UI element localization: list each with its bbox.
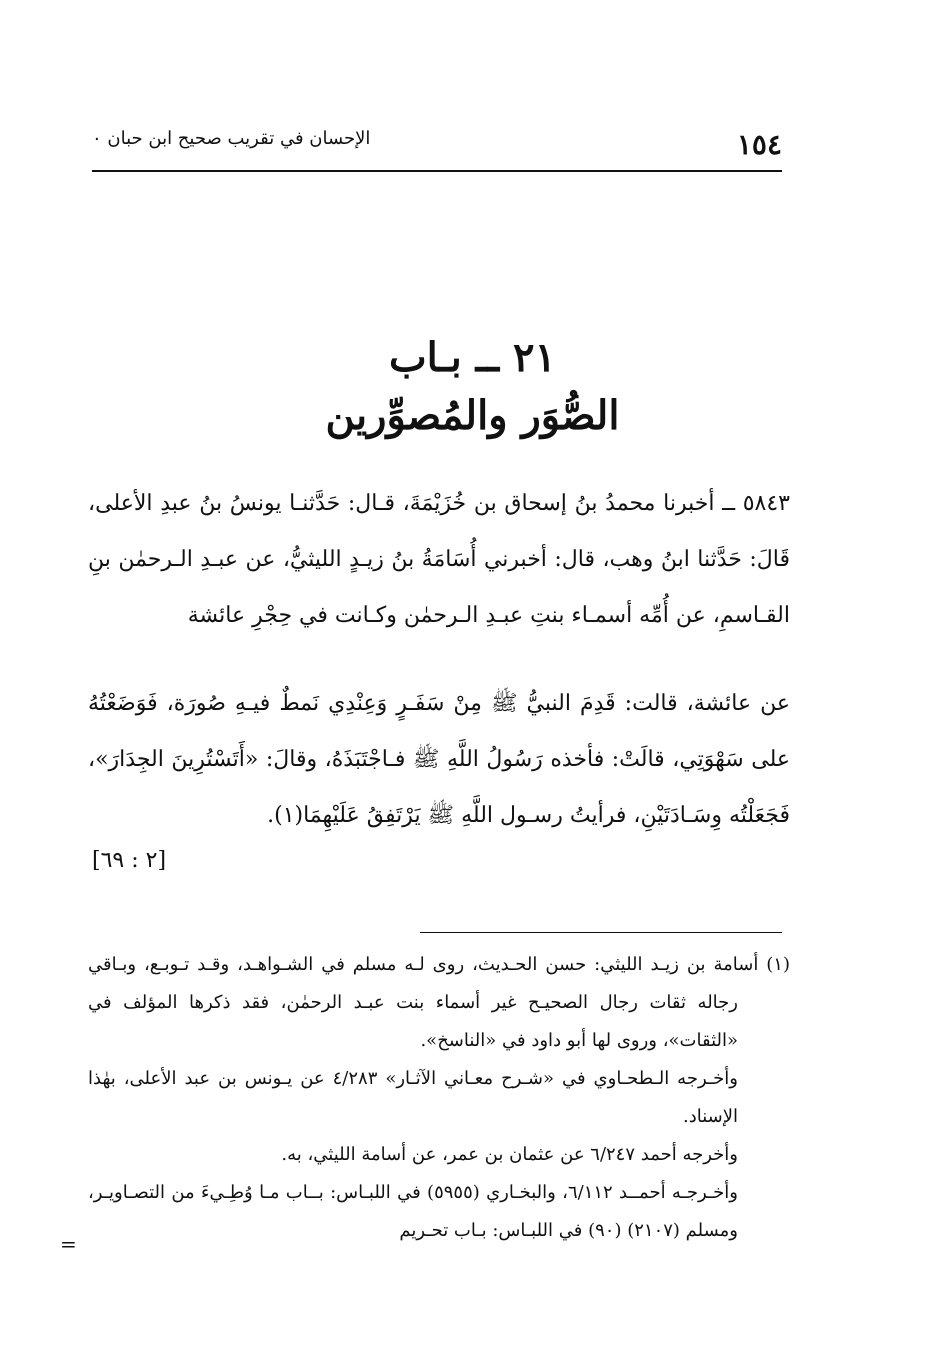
chapter-number: ٢١ ــ بـاب <box>389 334 556 381</box>
hadith-reference: [٢ : ٦٩] <box>92 848 167 873</box>
header-divider <box>92 170 782 172</box>
chapter-title: الصُّوَر والمُصوِّرين <box>325 392 620 439</box>
footnote-1: (١) أسامة بن زيـد الليثي: حسن الحـديث، روى لـه مسلم في الشـواهـد، وقـد تـوبـع، وبـاقي رجاله ثقات رجال الصحيـح غير أسماء بنت عبـد الرحمٰن، فقد ذكرها المؤلف في «الثقات»، وروى لها أبو داود في «الناسخ». <box>88 954 790 1051</box>
footnote-paragraph: وأخـرجه الـطحـاوي في «شـرح معـاني الآثـار» ٤/٢٨٣ عن يـونس بن عبد الأعلى، بهٰذا الإسناد. <box>88 1068 738 1127</box>
hadith-matn: عن عائشة، قالت: قَدِمَ النبيُّ ﷺ مِنْ سَفَـرٍ وَعِنْدِي نَمطٌ فيـهِ صُورَة، فَوَضَعْتُهُ على سَهْوَتِي، قالَتْ: فأخذه رَسُولُ اللَّهِ ﷺ فـاجْتَبَذَهُ، وقالَ: «أَتَسْتُرِينَ الجِدَارَ»، فَجَعَلْتُه وِسَـادَتَيْنِ، فرأيتُ رسـول اللَّهِ ﷺ يَرْتَفِقُ عَلَيْهِمَا(١). <box>88 691 790 828</box>
chapter-heading <box>0 330 945 446</box>
running-title: الإحسان في تقريب صحيح ابن حبان ٠ <box>92 128 371 149</box>
page-header <box>92 120 782 170</box>
footnote-paragraph: وأخرجه أحمد ٦/٢٤٧ عن عثمان بن عمر، عن أسامة الليثي، به. <box>281 1144 738 1165</box>
continuation-mark: = <box>60 1232 77 1256</box>
footnote-paragraph: وأخـرجـه أحمــد ٦/١١٢، والبخـاري (٥٩٥٥) في اللبـاس: بــاب مـا وُطِـيءَ من التصـاويـر، ومسلم (٢١٠٧) (٩٠) في اللبـاس: بـاب تحـريم <box>88 1182 738 1241</box>
hadith-isnad: ٥٨٤٣ ــ أخبرنا محمدُ بنُ إسحاق بن خُزَيْمَةَ، قـال: حَدَّثنـا يونسُ بنُ عبدِ الأعلى، قَالَ: حَدَّثنا ابنُ وهب، قال: أخبرني أُسَامَةُ بنُ زيـدٍ الليثيُّ، عن عبـدِ الـرحمٰن بنِ القـاسمِ، عن أُمِّه أسمـاء بنتِ عبـدِ الـرحمٰن وكـانت في حِجْرِ عائشة <box>88 491 790 628</box>
footnotes <box>88 946 790 1250</box>
footnote-divider <box>420 932 782 933</box>
page-number: ١٥٤ <box>736 128 782 161</box>
